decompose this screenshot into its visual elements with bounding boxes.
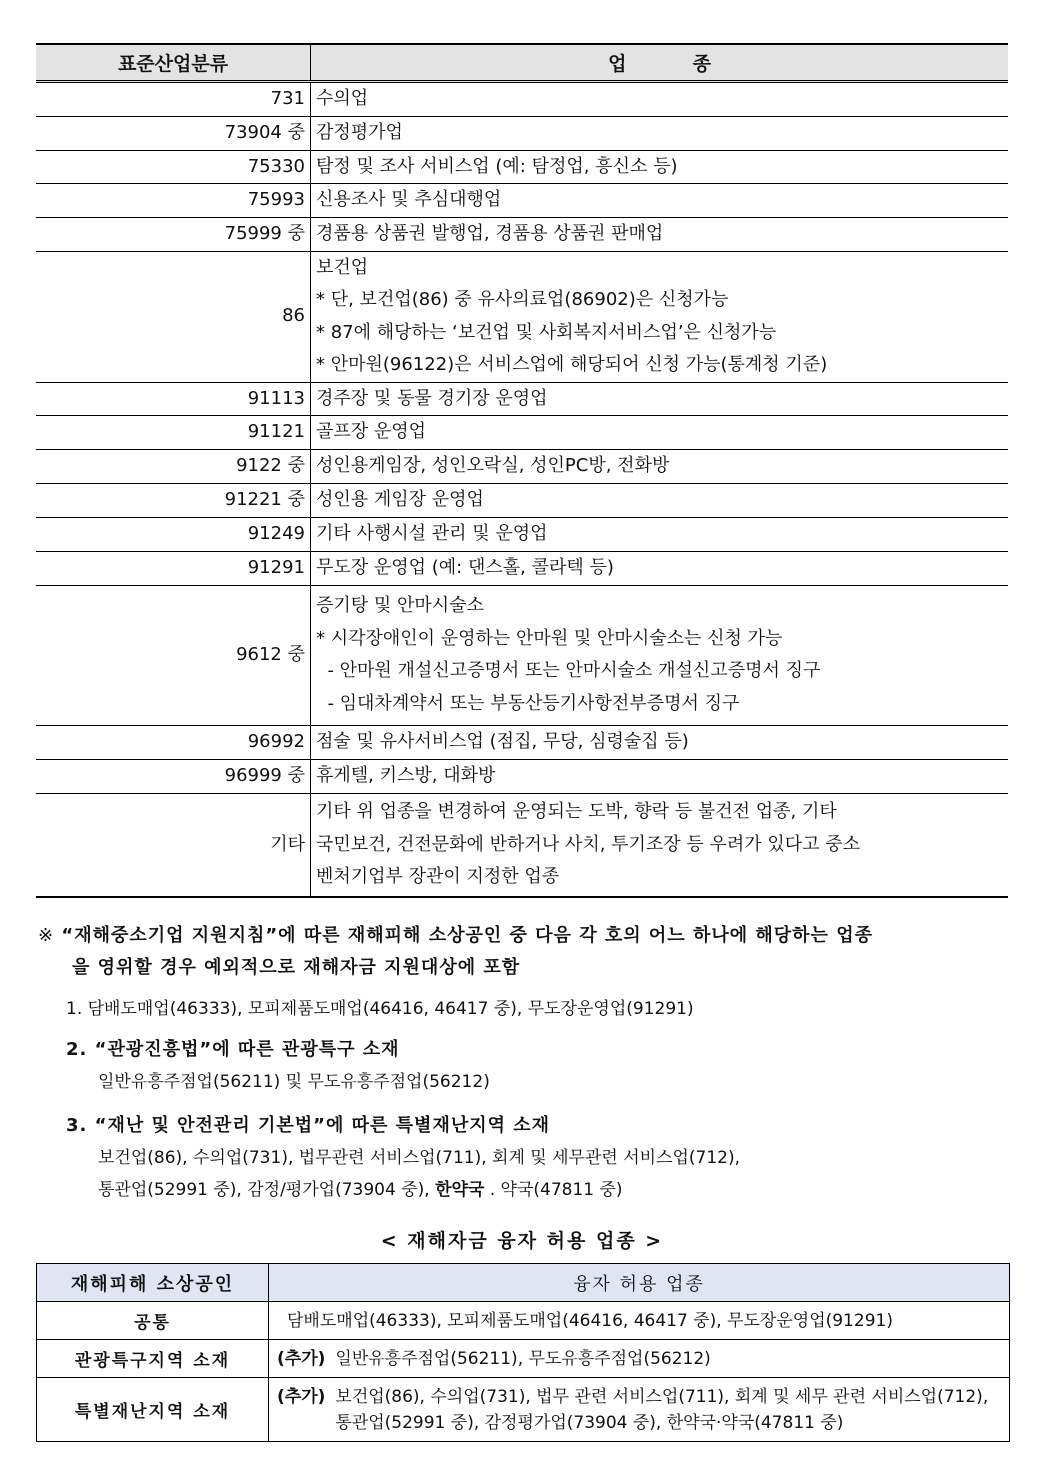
allowed-industries-table: [36, 1263, 1010, 1442]
exception-note: ※ “재해중소기업 지원지침”에 따른 재해피해 소상공인 중 다음 각 호의 어느 하나에 해당하는 업종 을 영위할 경우 예외적으로 재해자금 지원대상에 포함: [38, 925, 873, 978]
description-line: 성인용게임장, 성인오락실, 성인PC방, 전화방: [316, 455, 670, 477]
industry-code: 91113: [36, 382, 311, 416]
allowed-industries: (추가) 일반유흥주점업(56211), 무도유흥주점업(56212): [269, 1340, 1010, 1378]
industry-description: [311, 793, 1009, 897]
industry-description: [311, 82, 1009, 117]
description-line: * 시각장애인이 운영하는 안마원 및 안마시술소는 신청 가능: [316, 627, 783, 649]
description-line: 벤처기업부 장관이 지정한 업종: [316, 866, 560, 887]
description-line: 휴게텔, 키스방, 대화방: [316, 764, 496, 786]
industry-code: 91249: [36, 517, 311, 551]
description-line: 골프장 운영업: [316, 421, 427, 443]
table-row: [37, 1340, 1010, 1378]
description-line: 수의업: [316, 88, 369, 109]
table-row: [36, 450, 1008, 484]
industry-description: [311, 416, 1009, 450]
industry-code: 75999 중: [36, 218, 311, 252]
industry-code: 73904 중: [36, 116, 311, 150]
table-row: [37, 1302, 1010, 1340]
industry-code: 91221 중: [36, 484, 311, 518]
addition-prefix: (추가): [277, 1348, 326, 1369]
description-line: 증기탕 및 안마시술소: [316, 595, 484, 616]
industry-description: [311, 218, 1009, 252]
exception-item-1: 1. 담배도매업(46333), 모피제품도매업(46416, 46417 중), 무도장운영업(91291): [66, 999, 694, 1019]
addition-prefix: (추가): [277, 1386, 326, 1407]
description-line: 기타 사행시설 관리 및 운영업: [316, 522, 548, 544]
table-row: [36, 517, 1008, 551]
industry-description: [311, 450, 1009, 484]
description-line: 무도장 운영업 (예: 댄스홀, 콜라텍 등): [316, 556, 614, 578]
industry-description: [311, 150, 1009, 184]
description-line: 점술 및 유사서비스업 (점집, 무당, 심령술집 등): [316, 730, 689, 752]
description-line: 보건업: [316, 256, 369, 278]
description-line: 감정평가업: [316, 121, 403, 143]
description-line: 성인용 게임장 운영업: [316, 489, 484, 510]
industry-description: [311, 585, 1009, 725]
industry-code: 91121: [36, 416, 311, 450]
description-line: 탐정 및 조사 서비스업 (예: 탐정업, 흥신소 등): [316, 155, 678, 177]
industry-code: 86: [36, 251, 311, 382]
table-row: [36, 416, 1008, 450]
table-row: [36, 218, 1008, 252]
industry-code: 75330: [36, 150, 311, 184]
excluded-industries-table: [36, 43, 1008, 898]
header-category: 재해피해 소상공인: [37, 1264, 269, 1302]
table-caption: < 재해자금 융자 허용 업종 >: [380, 1230, 664, 1252]
exception-item-3: 3. “재난 및 안전관리 기본법”에 따른 특별재난지역 소재 보건업(86), 수의업(731), 법무관련 서비스업(711), 회계 및 세무관련 서비스업(712), 통관업(52991 중), 감정/평가업(73904 중), 한약국 . 약국(47811 중): [66, 1115, 741, 1200]
table-row: [36, 184, 1008, 218]
description-line: 경품용 상품권 발행업, 경품용 상품권 판매업: [316, 223, 664, 244]
table-row: [36, 150, 1008, 184]
industry-description: [311, 484, 1009, 518]
industry-code: 91291: [36, 551, 311, 585]
header-code: 표준산업분류: [36, 44, 311, 82]
industry-description: [311, 725, 1009, 759]
description-line: - 안마원 개설신고증명서 또는 안마시술소 개설신고증명서 징구: [316, 660, 821, 681]
table-row: [36, 116, 1008, 150]
table-row: [36, 585, 1008, 725]
industry-code: 9122 중: [36, 450, 311, 484]
table-row: [36, 382, 1008, 416]
industry-description: [311, 551, 1009, 585]
header-allowed: 융자 허용 업종: [269, 1264, 1010, 1302]
allowed-industries: 담배도매업(46333), 모피제품도매업(46416, 46417 중), 무도장운영업(91291): [269, 1302, 1010, 1340]
table-row: [36, 793, 1008, 897]
industry-description: [311, 251, 1009, 382]
table-row: [36, 82, 1008, 117]
industry-code: 96999 중: [36, 759, 311, 793]
description-line: * 87에 해당하는 ‘보건업 및 사회복지서비스업’은 신청가능: [316, 321, 777, 343]
header-industry: 업 종: [311, 44, 1009, 82]
description-line: 신용조사 및 추심대행업: [316, 189, 502, 211]
industry-code: 기타: [36, 793, 311, 897]
description-line: 국민보건, 건전문화에 반하거나 사치, 투기조장 등 우려가 있다고 중소: [316, 833, 861, 855]
category-label: 특별재난지역 소재: [37, 1378, 269, 1442]
description-line: 기타 위 업종을 변경하여 운영되는 도박, 향락 등 불건전 업종, 기타: [316, 801, 837, 822]
industry-code: 96992: [36, 725, 311, 759]
industry-code: 731: [36, 82, 311, 117]
industry-description: [311, 184, 1009, 218]
table-row: [37, 1378, 1010, 1442]
industry-description: [311, 116, 1009, 150]
table-row: [36, 725, 1008, 759]
category-label: 공통: [37, 1302, 269, 1340]
table-row: [36, 251, 1008, 382]
category-label: 관광특구지역 소재: [37, 1340, 269, 1378]
table-row: [36, 484, 1008, 518]
allowed-industries: (추가) 보건업(86), 수의업(731), 법무 관련 서비스업(711), 회계 및 세무 관련 서비스업(712), 통관업(52991 중), 감정평가업(73904 중), 한약국·약국(47811 중): [269, 1378, 1010, 1442]
description-line: 경주장 및 동물 경기장 운영업: [316, 387, 548, 409]
table-row: [36, 759, 1008, 793]
exception-item-2: 2. “관광진흥법”에 따른 관광특구 소재 일반유흥주점업(56211) 및 무도유흥주점업(56212): [66, 1039, 490, 1092]
description-line: * 안마원(96122)은 서비스업에 해당되어 신청 가능(통계청 기준): [316, 354, 828, 375]
industry-code: 75993: [36, 184, 311, 218]
table-row: [36, 551, 1008, 585]
description-line: * 단, 보건업(86) 중 유사의료업(86902)은 신청가능: [316, 289, 729, 310]
industry-description: [311, 517, 1009, 551]
description-line: - 임대차계약서 또는 부동산등기사항전부증명서 징구: [316, 692, 740, 714]
industry-description: [311, 759, 1009, 793]
industry-description: [311, 382, 1009, 416]
industry-code: 9612 중: [36, 585, 311, 725]
